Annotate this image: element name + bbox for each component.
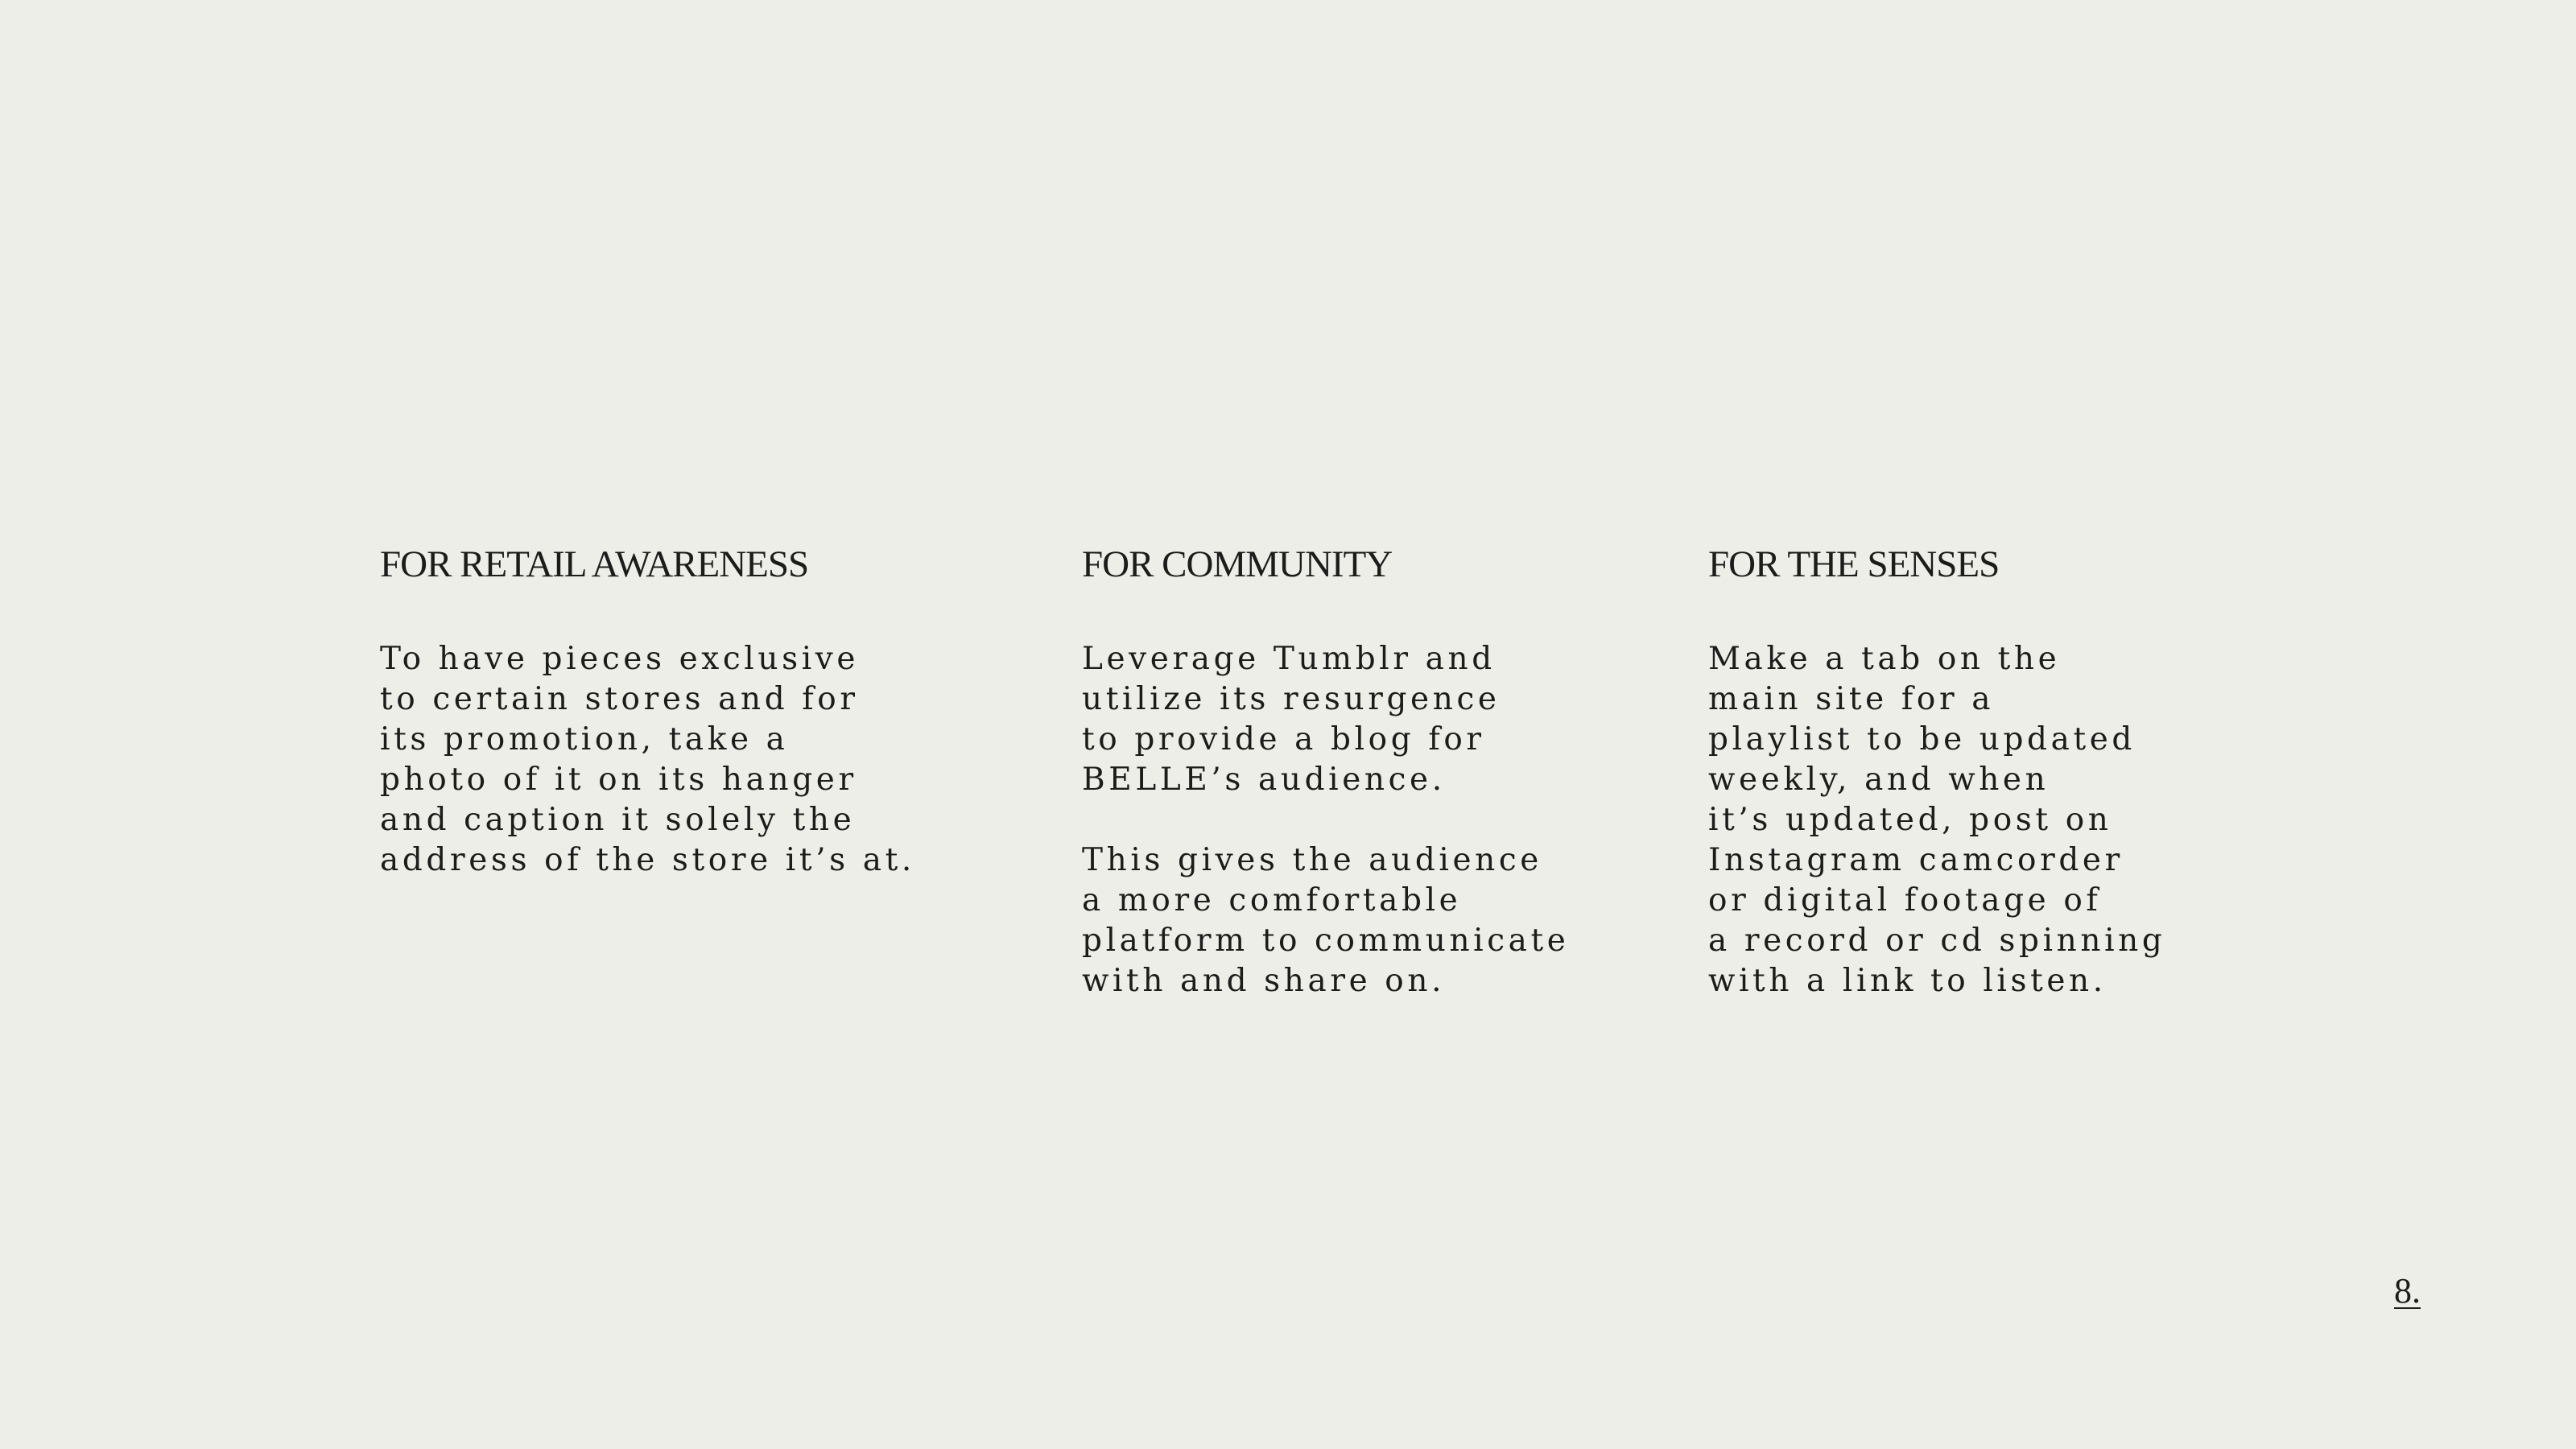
text-line: it’s updated, post on [1708,802,2112,838]
text-line: To have pieces exclusive [380,641,860,677]
text-line: Make a tab on the [1708,641,2061,677]
text-line: with and share on. [1082,963,1446,999]
column-body [1708,639,2165,1001]
page-number: 8. [2394,1271,2421,1311]
text-line: a record or cd spinning [1708,923,2166,959]
text-line: platform to communicate [1082,923,1570,959]
text-line: address of the store it’s at. [380,842,915,878]
text-line: to certain stores and for [380,681,859,717]
column-senses [1708,538,2165,1001]
column-heading: FOR RETAIL AWARENESS [380,543,809,585]
paragraph [380,639,915,881]
text-line: utilize its resurgence [1082,681,1501,717]
text-line: its promotion, take a [380,721,789,758]
paragraph [1082,639,1570,800]
paragraph [1708,639,2165,1001]
text-line: weekly, and when [1708,762,2050,798]
column-heading: FOR THE SENSES [1708,543,2000,585]
text-line: with a link to listen. [1708,963,2107,999]
column-body [1082,639,1570,1001]
column-community [1082,538,1570,1001]
column-heading: FOR COMMUNITY [1082,543,1393,585]
paragraph [1082,840,1570,1001]
text-line: playlist to be updated [1708,721,2136,758]
text-line: Leverage Tumblr and [1082,641,1496,677]
text-line: Instagram camcorder [1708,842,2124,878]
text-line: BELLE’s audience. [1082,762,1446,798]
text-line: This gives the audience [1082,842,1542,878]
text-line: and caption it solely the [380,802,856,838]
text-line: photo of it on its hanger [380,762,857,798]
column-body [380,639,915,881]
column-retail-awareness [380,538,915,881]
text-line: to provide a blog for [1082,721,1485,758]
text-line: a more comfortable [1082,882,1462,919]
text-line: main site for a [1708,681,1995,717]
text-line: or digital footage of [1708,882,2102,919]
